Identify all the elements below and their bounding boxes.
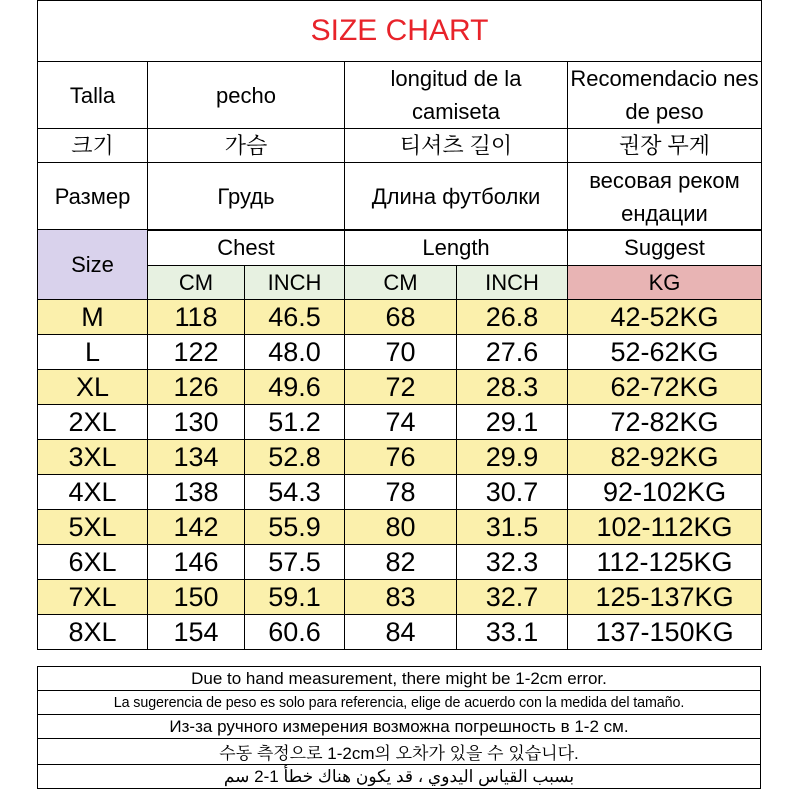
length-cm-cell: 68 <box>345 300 457 335</box>
chest-cm-cell: 118 <box>148 300 245 335</box>
note-es: La sugerencia de peso es solo para referencia, elige de acuerdo con la medida del tamaño. <box>38 691 761 715</box>
length-cm-cell: 78 <box>345 475 457 510</box>
chest-cm-cell: 130 <box>148 405 245 440</box>
length-cm-cell: 83 <box>345 580 457 615</box>
length-column-header: Length <box>345 230 568 266</box>
header-chest-ru: Грудь <box>148 163 345 231</box>
size-row <box>38 475 762 510</box>
length-cm-cell: 82 <box>345 545 457 580</box>
length-cm-cell: 72 <box>345 370 457 405</box>
weight-cell: 92-102KG <box>568 475 762 510</box>
chest-cm-cell: 134 <box>148 440 245 475</box>
size-row <box>38 440 762 475</box>
length-inch-cell: 32.3 <box>457 545 568 580</box>
length-inch-cell: 27.6 <box>457 335 568 370</box>
chest-inch-cell: 46.5 <box>245 300 345 335</box>
header-weight-ko: 권장 무게 <box>568 129 762 163</box>
size-cell: 8XL <box>38 615 148 650</box>
chest-inch-cell: 52.8 <box>245 440 345 475</box>
size-row <box>38 335 762 370</box>
length-inch-cell: 29.1 <box>457 405 568 440</box>
note-ko: 수동 측정으로 1-2cm의 오차가 있을 수 있습니다. <box>38 739 761 765</box>
suggest-column-header: Suggest <box>568 230 762 266</box>
weight-cell: 125-137KG <box>568 580 762 615</box>
chest-inch-cell: 57.5 <box>245 545 345 580</box>
note-row <box>38 715 761 739</box>
weight-cell: 102-112KG <box>568 510 762 545</box>
chest-inch-cell: 49.6 <box>245 370 345 405</box>
size-cell: L <box>38 335 148 370</box>
chest-inch-cell: 55.9 <box>245 510 345 545</box>
chest-cm-cell: 122 <box>148 335 245 370</box>
title-row <box>38 1 762 62</box>
length-inch-cell: 28.3 <box>457 370 568 405</box>
weight-cell: 82-92KG <box>568 440 762 475</box>
header-weight-ru: весовая реком ендации <box>568 163 762 231</box>
size-chart <box>37 0 761 800</box>
header-size-es: Talla <box>38 62 148 129</box>
note-row <box>38 739 761 765</box>
weight-cell: 72-82KG <box>568 405 762 440</box>
size-cell: 6XL <box>38 545 148 580</box>
length-inch-cell: 26.8 <box>457 300 568 335</box>
length-inch-cell: 31.5 <box>457 510 568 545</box>
size-cell: 4XL <box>38 475 148 510</box>
header-row-ko <box>38 129 762 163</box>
note-row <box>38 667 761 691</box>
header-weight-es: Recomendacio nes de peso <box>568 62 762 129</box>
size-cell: XL <box>38 370 148 405</box>
length-cm-unit: CM <box>345 266 457 300</box>
size-row <box>38 615 762 650</box>
size-cell: 3XL <box>38 440 148 475</box>
note-ar: بسبب القياس اليدوي ، قد يكون هناك خطأ 1-2 سم <box>38 765 761 789</box>
en-header-row <box>38 230 762 266</box>
chest-cm-cell: 150 <box>148 580 245 615</box>
size-row <box>38 370 762 405</box>
chest-inch-cell: 51.2 <box>245 405 345 440</box>
size-cell: M <box>38 300 148 335</box>
header-size-ru: Размер <box>38 163 148 231</box>
size-row <box>38 510 762 545</box>
chest-cm-cell: 138 <box>148 475 245 510</box>
header-row-es <box>38 62 762 129</box>
weight-cell: 52-62KG <box>568 335 762 370</box>
note-ru: Из-за ручного измерения возможна погрешность в 1-2 см. <box>38 715 761 739</box>
header-chest-es: pecho <box>148 62 345 129</box>
chest-cm-cell: 154 <box>148 615 245 650</box>
length-inch-cell: 30.7 <box>457 475 568 510</box>
length-inch-cell: 33.1 <box>457 615 568 650</box>
size-row <box>38 300 762 335</box>
chest-cm-cell: 142 <box>148 510 245 545</box>
size-rows <box>38 300 762 650</box>
size-row <box>38 545 762 580</box>
header-table <box>37 0 762 231</box>
chest-cm-cell: 146 <box>148 545 245 580</box>
chest-inch-cell: 60.6 <box>245 615 345 650</box>
note-row <box>38 691 761 715</box>
weight-cell: 112-125KG <box>568 545 762 580</box>
note-en: Due to hand measurement, there might be 1-2cm error. <box>38 667 761 691</box>
chest-cm-unit: CM <box>148 266 245 300</box>
size-cell: 5XL <box>38 510 148 545</box>
length-cm-cell: 74 <box>345 405 457 440</box>
size-row <box>38 405 762 440</box>
length-inch-cell: 29.9 <box>457 440 568 475</box>
header-length-es: longitud de la camiseta <box>345 62 568 129</box>
size-column-header: Size <box>38 230 148 300</box>
header-chest-ko: 가슴 <box>148 129 345 163</box>
note-row <box>38 765 761 789</box>
length-cm-cell: 80 <box>345 510 457 545</box>
chest-inch-cell: 48.0 <box>245 335 345 370</box>
measurement-table <box>37 229 762 650</box>
size-row <box>38 580 762 615</box>
chest-inch-unit: INCH <box>245 266 345 300</box>
chart-title: SIZE CHART <box>38 1 762 62</box>
length-cm-cell: 76 <box>345 440 457 475</box>
length-cm-cell: 70 <box>345 335 457 370</box>
size-cell: 2XL <box>38 405 148 440</box>
chest-column-header: Chest <box>148 230 345 266</box>
chest-inch-cell: 59.1 <box>245 580 345 615</box>
weight-cell: 137-150KG <box>568 615 762 650</box>
notes-table <box>37 666 761 789</box>
length-inch-cell: 32.7 <box>457 580 568 615</box>
size-cell: 7XL <box>38 580 148 615</box>
chest-cm-cell: 126 <box>148 370 245 405</box>
header-row-ru <box>38 163 762 231</box>
chest-inch-cell: 54.3 <box>245 475 345 510</box>
length-cm-cell: 84 <box>345 615 457 650</box>
weight-cell: 42-52KG <box>568 300 762 335</box>
length-inch-unit: INCH <box>457 266 568 300</box>
weight-cell: 62-72KG <box>568 370 762 405</box>
weight-unit: KG <box>568 266 762 300</box>
header-length-ko: 티셔츠 길이 <box>345 129 568 163</box>
header-size-ko: 크기 <box>38 129 148 163</box>
header-length-ru: Длина футболки <box>345 163 568 231</box>
